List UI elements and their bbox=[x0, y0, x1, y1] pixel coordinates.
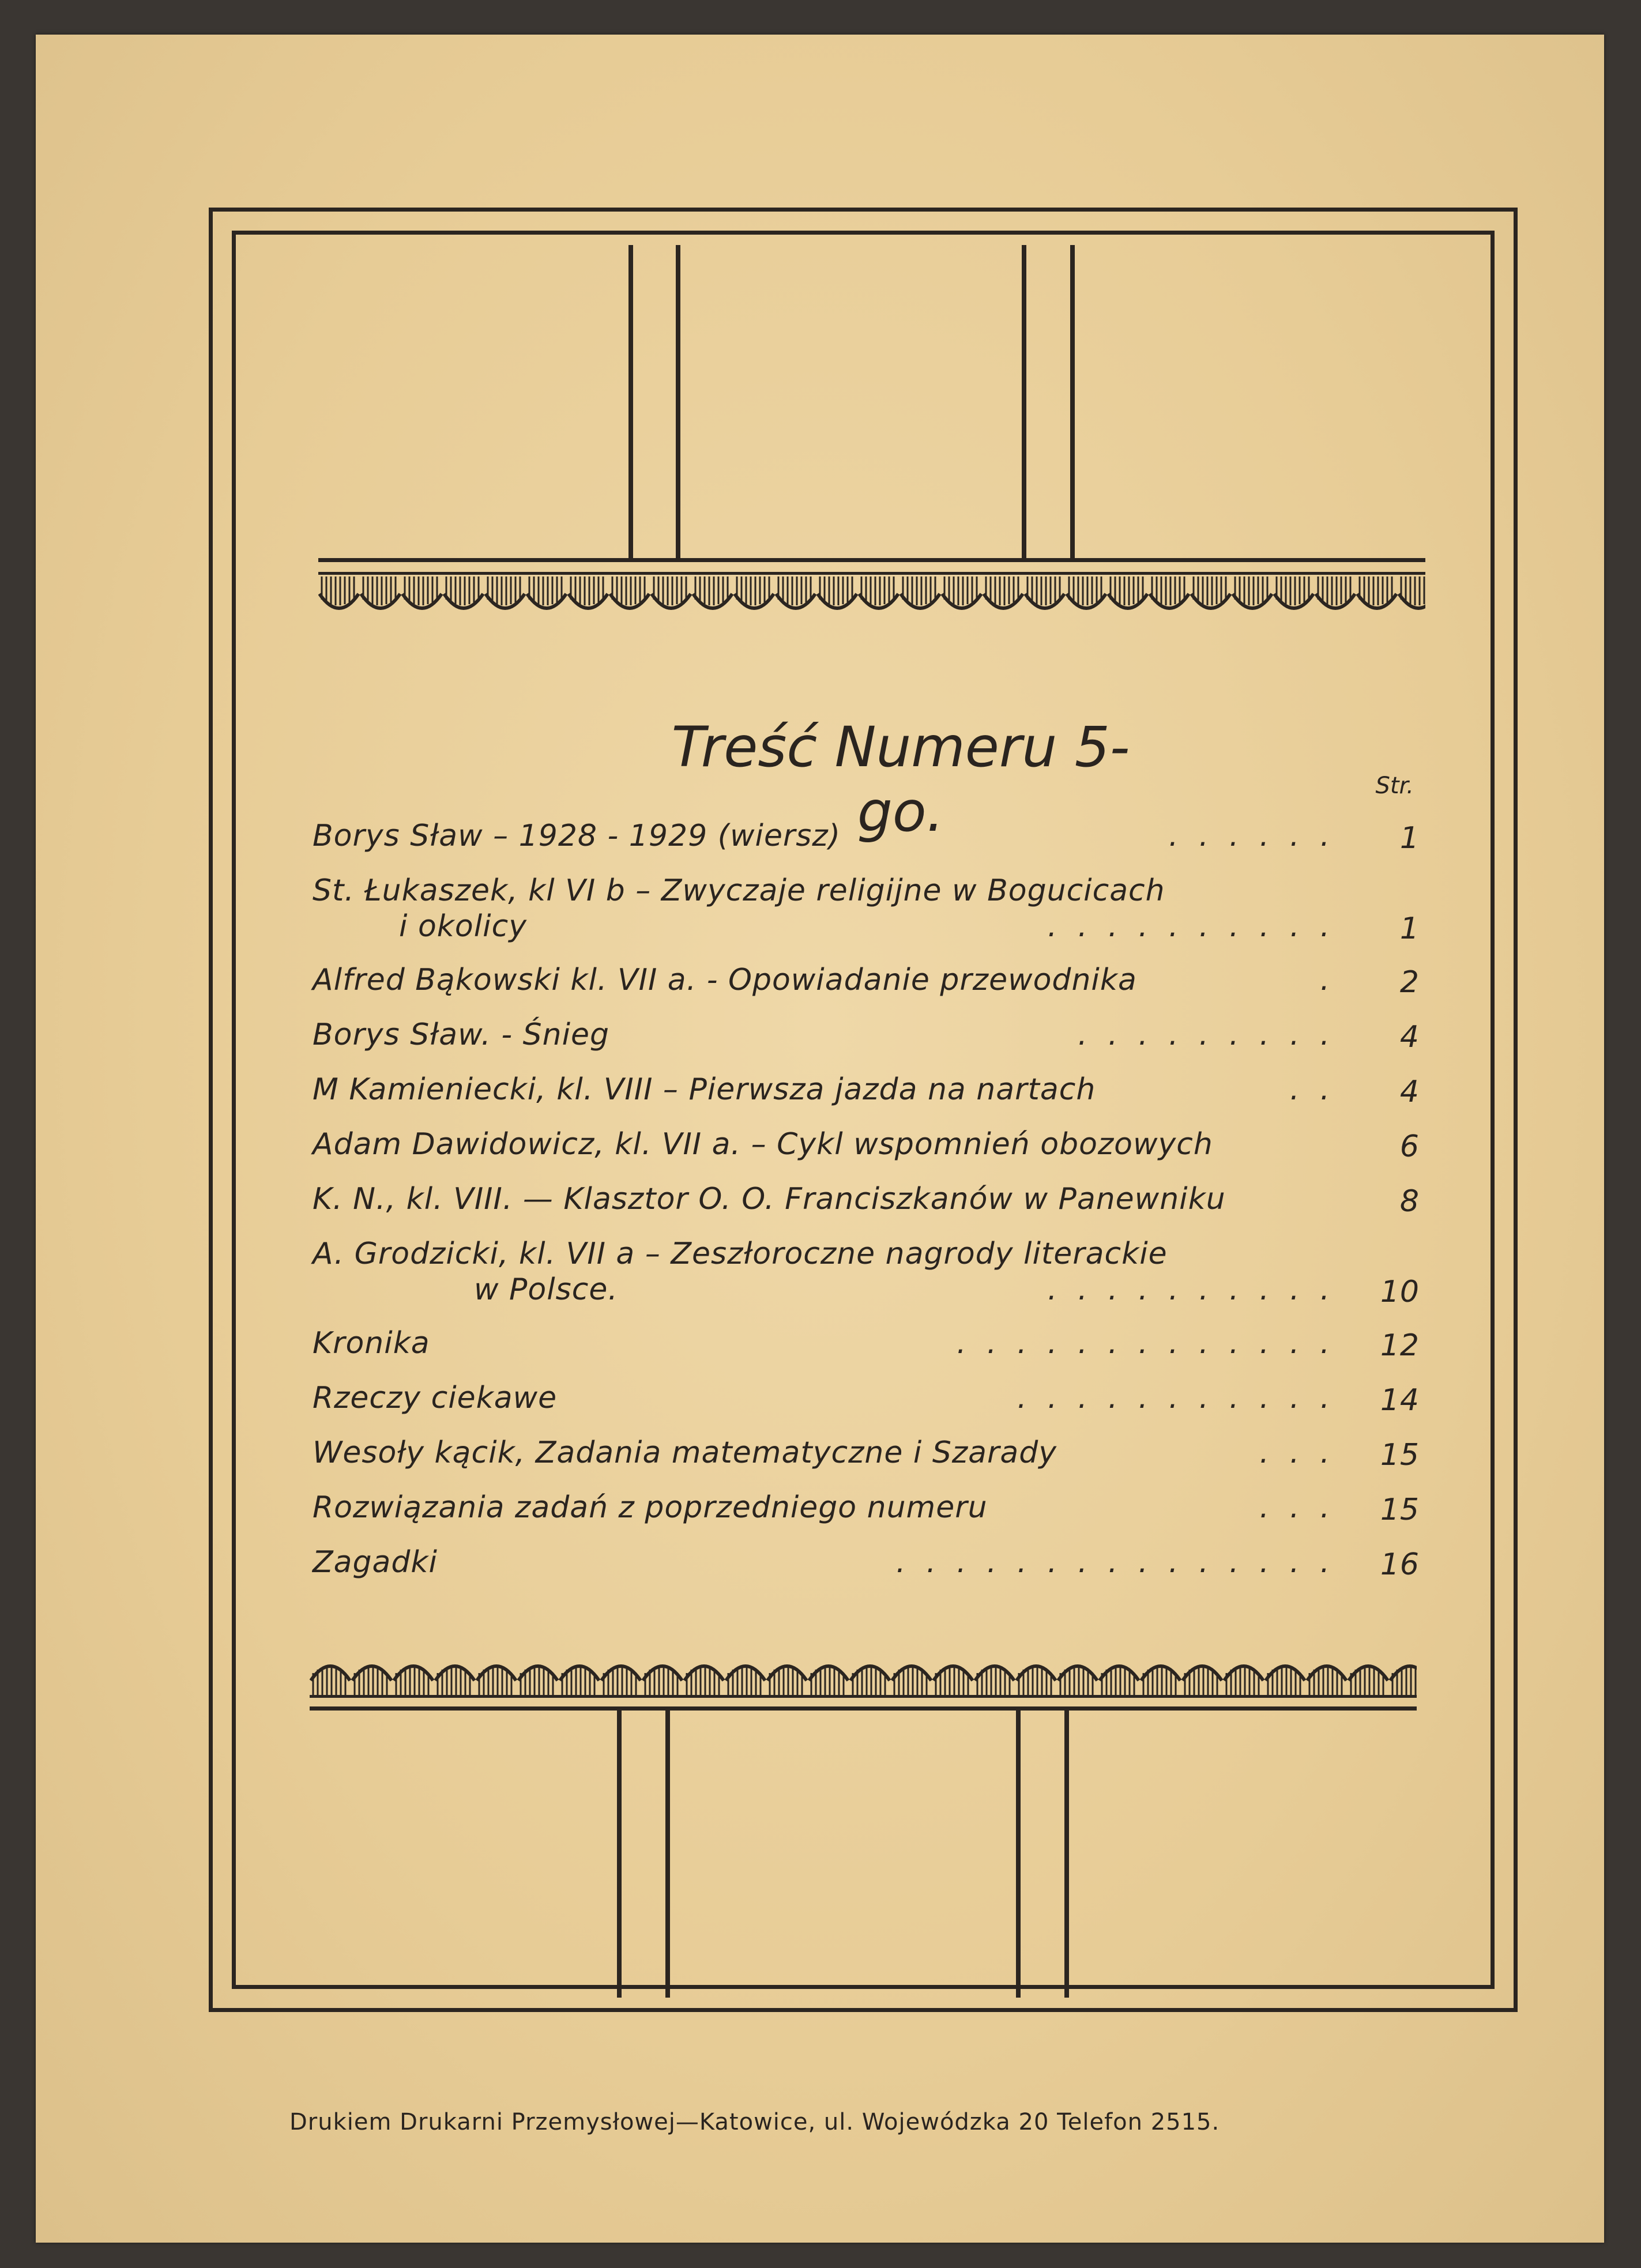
list-item bbox=[313, 1127, 1420, 1169]
entry-text: Borys Sław – 1928 - 1929 (wiersz) bbox=[313, 819, 841, 853]
top-rod bbox=[318, 558, 1425, 562]
list-item bbox=[313, 873, 1420, 960]
entry-text: Rozwiązania zadań z poprzedniego numeru bbox=[313, 1490, 988, 1525]
entry-text-continued: i okolicy bbox=[399, 909, 527, 944]
top-pillar-left-b bbox=[676, 245, 680, 562]
bottom-rod-2 bbox=[310, 1706, 1417, 1711]
bottom-fringe bbox=[310, 1649, 1417, 1695]
entry-page: 16 bbox=[1380, 1547, 1420, 1582]
leader-dots: .......... bbox=[1047, 1272, 1350, 1307]
entry-text: Zagadki bbox=[313, 1545, 438, 1580]
leader-dots: ............... bbox=[896, 1545, 1350, 1580]
entry-text: Rzeczy ciekawe bbox=[313, 1381, 558, 1415]
entry-text: Wesoły kącik, Zadania matematyczne i Szarady bbox=[313, 1436, 1057, 1470]
entry-page: 15 bbox=[1380, 1438, 1420, 1472]
list-item bbox=[313, 1436, 1420, 1477]
list-item bbox=[313, 1182, 1420, 1223]
list-item bbox=[313, 963, 1420, 1004]
list-item bbox=[313, 1490, 1420, 1532]
entry-text: M Kamieniecki, kl. VIII – Pierwsza jazda na nartach bbox=[313, 1072, 1096, 1107]
page-column-label: Str. bbox=[1375, 773, 1414, 799]
entry-page: 12 bbox=[1380, 1328, 1420, 1363]
list-item bbox=[313, 1018, 1420, 1059]
bottom-rod bbox=[310, 1695, 1417, 1698]
list-item bbox=[313, 1237, 1420, 1323]
entry-page: 10 bbox=[1380, 1275, 1420, 1309]
page-title: Treść Numeru 5-go. bbox=[671, 715, 1130, 844]
list-item bbox=[313, 1381, 1420, 1422]
top-fringe bbox=[318, 577, 1425, 626]
leader-dots: .......... bbox=[1047, 909, 1350, 944]
entry-text: Kronika bbox=[313, 1326, 430, 1361]
top-pillar-right-b bbox=[1070, 245, 1075, 562]
leader-dots: .. bbox=[1289, 1072, 1350, 1107]
bottom-pillar-left-b bbox=[665, 1709, 670, 1998]
top-pillar-left-a bbox=[628, 245, 633, 562]
entry-page: 1 bbox=[1399, 821, 1420, 856]
magazine-page bbox=[36, 35, 1604, 2243]
entry-text: Alfred Bąkowski kl. VII a. - Opowiadanie przewodnika bbox=[313, 963, 1137, 997]
leader-dots: ... bbox=[1259, 1436, 1350, 1470]
entry-page: 4 bbox=[1399, 1020, 1420, 1054]
entry-text: St. Łukaszek, kl VI b – Zwyczaje religijne w Bogucicach bbox=[313, 873, 1165, 908]
entry-page: 1 bbox=[1399, 911, 1420, 946]
entry-text-continued: w Polsce. bbox=[474, 1272, 618, 1307]
entry-text: Borys Sław. - Śnieg bbox=[313, 1018, 610, 1052]
entry-text: K. N., kl. VIII. — Klasztor O. O. Franciszkanów w Panewniku bbox=[313, 1182, 1226, 1216]
entry-page: 2 bbox=[1399, 965, 1420, 1000]
list-item bbox=[313, 1545, 1420, 1587]
entry-page: 14 bbox=[1380, 1383, 1420, 1418]
leader-dots: ...... bbox=[1168, 819, 1350, 853]
entry-page: 4 bbox=[1399, 1075, 1420, 1109]
entry-page: 15 bbox=[1380, 1493, 1420, 1527]
leader-dots: ... bbox=[1259, 1490, 1350, 1525]
entry-text: Adam Dawidowicz, kl. VII a. – Cykl wspomnień obozowych bbox=[313, 1127, 1213, 1162]
leader-dots: . bbox=[1320, 963, 1350, 997]
bottom-pillar-right-a bbox=[1016, 1709, 1021, 1998]
entry-page: 6 bbox=[1399, 1129, 1420, 1164]
entry-page: 8 bbox=[1399, 1184, 1420, 1219]
leader-dots: ............. bbox=[957, 1326, 1350, 1361]
leader-dots: ......... bbox=[1078, 1018, 1350, 1052]
printer-imprint: Drukiem Drukarni Przemysłowej—Katowice, ul. Wojewódzka 20 Telefon 2515. bbox=[289, 2109, 1220, 2135]
top-rod-2 bbox=[318, 572, 1425, 575]
bottom-pillar-left-a bbox=[617, 1709, 622, 1998]
list-item bbox=[313, 1326, 1420, 1367]
top-pillar-right-a bbox=[1022, 245, 1026, 562]
entry-text: A. Grodzicki, kl. VII a – Zeszłoroczne nagrody literackie bbox=[313, 1237, 1168, 1271]
bottom-pillar-right-b bbox=[1064, 1709, 1069, 1998]
list-item bbox=[313, 1072, 1420, 1114]
list-item bbox=[313, 819, 1420, 860]
leader-dots: ........... bbox=[1017, 1381, 1350, 1415]
